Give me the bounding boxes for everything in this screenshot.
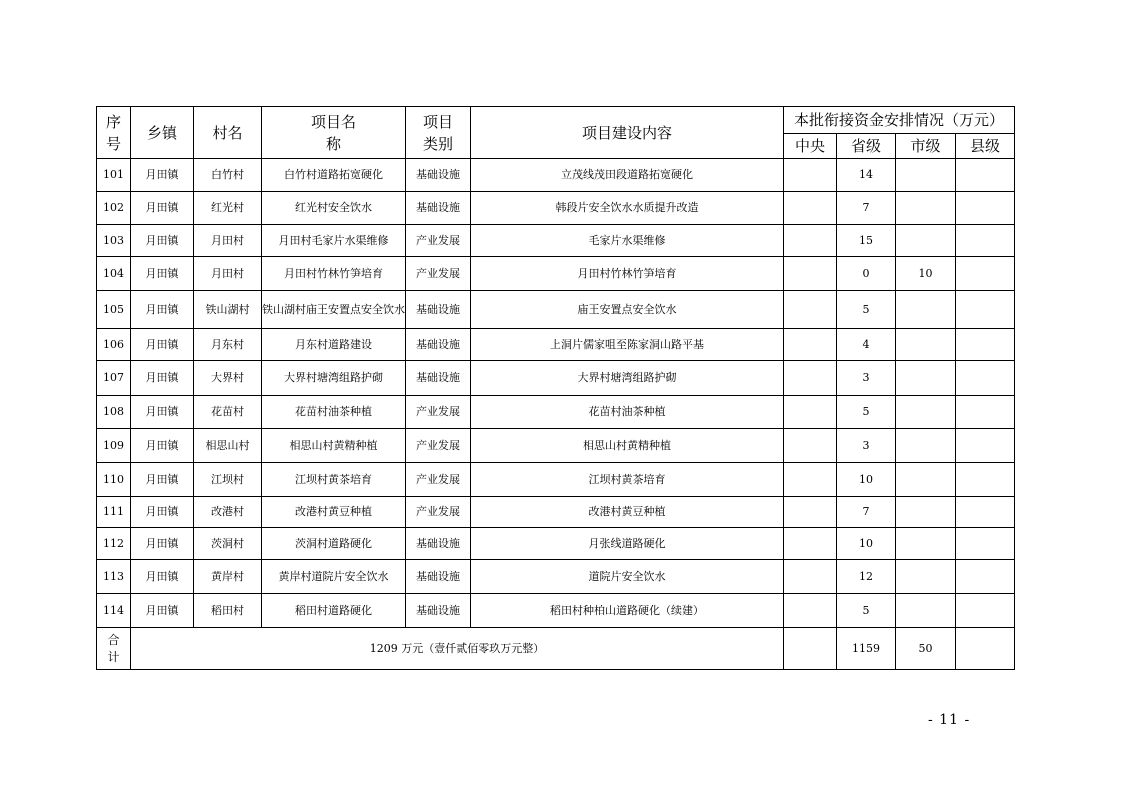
cell-central	[784, 192, 837, 225]
table-row	[97, 396, 1015, 429]
cell-project-name: 月田村毛家片水渠维修	[262, 225, 406, 257]
cell-county	[956, 361, 1015, 396]
cell-content: 相思山村黄精种植	[471, 429, 784, 463]
cell-city	[896, 429, 956, 463]
cell-content: 韩段片安全饮水水质提升改造	[471, 192, 784, 225]
cell-village: 大界村	[194, 361, 262, 396]
table-row	[97, 560, 1015, 594]
cell-city: 10	[896, 257, 956, 291]
cell-city	[896, 225, 956, 257]
cell-content: 大界村塘湾组路护砌	[471, 361, 784, 396]
cell-project-type: 基础设施	[406, 560, 471, 594]
cell-city	[896, 463, 956, 497]
cell-central	[784, 594, 837, 628]
cell-province: 5	[837, 396, 896, 429]
cell-county	[956, 291, 1015, 329]
cell-central	[784, 329, 837, 361]
table-row	[97, 329, 1015, 361]
cell-central	[784, 159, 837, 192]
cell-county	[956, 396, 1015, 429]
cell-project-name: 月田村竹林竹笋培育	[262, 257, 406, 291]
cell-town: 月田镇	[131, 192, 194, 225]
cell-county	[956, 329, 1015, 361]
cell-content: 庙王安置点安全饮水	[471, 291, 784, 329]
cell-project-type: 产业发展	[406, 497, 471, 528]
cell-project-type: 产业发展	[406, 429, 471, 463]
cell-seq: 110	[97, 463, 131, 497]
table-row	[97, 497, 1015, 528]
cell-county	[956, 528, 1015, 560]
cell-village: 茨洞村	[194, 528, 262, 560]
funding-table	[96, 106, 1015, 670]
cell-project-name: 稻田村道路硬化	[262, 594, 406, 628]
cell-county	[956, 159, 1015, 192]
cell-project-name: 相思山村黄精种植	[262, 429, 406, 463]
cell-project-type: 产业发展	[406, 257, 471, 291]
header-project-name: 项目名称	[262, 107, 406, 159]
cell-central	[784, 560, 837, 594]
total-summary: 1209 万元（壹仟贰佰零玖万元整）	[131, 628, 784, 670]
cell-central	[784, 257, 837, 291]
cell-project-name: 铁山湖村庙王安置点安全饮水	[262, 291, 406, 329]
cell-seq: 113	[97, 560, 131, 594]
cell-project-name: 大界村塘湾组路护砌	[262, 361, 406, 396]
cell-seq: 104	[97, 257, 131, 291]
cell-content: 稻田村种柏山道路硬化（续建）	[471, 594, 784, 628]
total-central	[784, 628, 837, 670]
table-row	[97, 291, 1015, 329]
header-town: 乡镇	[131, 107, 194, 159]
cell-province: 7	[837, 192, 896, 225]
cell-province: 15	[837, 225, 896, 257]
cell-city	[896, 361, 956, 396]
cell-seq: 111	[97, 497, 131, 528]
cell-central	[784, 361, 837, 396]
cell-city	[896, 497, 956, 528]
cell-village: 黄岸村	[194, 560, 262, 594]
cell-town: 月田镇	[131, 225, 194, 257]
header-county: 县级	[956, 134, 1015, 159]
cell-town: 月田镇	[131, 396, 194, 429]
cell-province: 12	[837, 560, 896, 594]
cell-village: 月田村	[194, 257, 262, 291]
cell-town: 月田镇	[131, 463, 194, 497]
cell-province: 3	[837, 361, 896, 396]
cell-project-type: 基础设施	[406, 594, 471, 628]
header-funding-group: 本批衔接资金安排情况（万元）	[784, 107, 1015, 134]
cell-village: 白竹村	[194, 159, 262, 192]
cell-project-type: 基础设施	[406, 329, 471, 361]
cell-town: 月田镇	[131, 560, 194, 594]
cell-county	[956, 257, 1015, 291]
cell-village: 改港村	[194, 497, 262, 528]
cell-central	[784, 528, 837, 560]
page-number: - 11 -	[928, 712, 971, 728]
cell-city	[896, 329, 956, 361]
cell-city	[896, 192, 956, 225]
cell-central	[784, 463, 837, 497]
cell-project-name: 花苗村油茶种植	[262, 396, 406, 429]
cell-county	[956, 225, 1015, 257]
cell-content: 改港村黄豆种植	[471, 497, 784, 528]
cell-project-name: 江坝村黄茶培育	[262, 463, 406, 497]
cell-central	[784, 497, 837, 528]
cell-county	[956, 463, 1015, 497]
header-village: 村名	[194, 107, 262, 159]
cell-project-name: 月东村道路建设	[262, 329, 406, 361]
cell-town: 月田镇	[131, 291, 194, 329]
cell-project-type: 产业发展	[406, 396, 471, 429]
cell-town: 月田镇	[131, 329, 194, 361]
cell-village: 花苗村	[194, 396, 262, 429]
cell-seq: 112	[97, 528, 131, 560]
cell-seq: 105	[97, 291, 131, 329]
cell-city	[896, 560, 956, 594]
cell-county	[956, 429, 1015, 463]
cell-content: 上洞片儒家咀至陈家洞山路平基	[471, 329, 784, 361]
cell-project-type: 产业发展	[406, 463, 471, 497]
cell-project-type: 基础设施	[406, 528, 471, 560]
cell-central	[784, 396, 837, 429]
cell-project-type: 基础设施	[406, 192, 471, 225]
cell-seq: 102	[97, 192, 131, 225]
table-row	[97, 159, 1015, 192]
cell-project-name: 改港村黄豆种植	[262, 497, 406, 528]
cell-village: 红光村	[194, 192, 262, 225]
header-city: 市级	[896, 134, 956, 159]
header-central: 中央	[784, 134, 837, 159]
cell-content: 月田村竹林竹笋培育	[471, 257, 784, 291]
cell-seq: 107	[97, 361, 131, 396]
cell-county	[956, 192, 1015, 225]
table-row	[97, 463, 1015, 497]
cell-project-name: 红光村安全饮水	[262, 192, 406, 225]
cell-village: 月东村	[194, 329, 262, 361]
cell-town: 月田镇	[131, 528, 194, 560]
cell-town: 月田镇	[131, 159, 194, 192]
cell-city	[896, 396, 956, 429]
header-province: 省级	[837, 134, 896, 159]
table-row	[97, 528, 1015, 560]
cell-project-type: 基础设施	[406, 361, 471, 396]
cell-province: 5	[837, 291, 896, 329]
table-row	[97, 225, 1015, 257]
cell-county	[956, 560, 1015, 594]
cell-city	[896, 159, 956, 192]
table-row	[97, 594, 1015, 628]
cell-seq: 109	[97, 429, 131, 463]
cell-content: 花苗村油茶种植	[471, 396, 784, 429]
cell-town: 月田镇	[131, 361, 194, 396]
cell-village: 相思山村	[194, 429, 262, 463]
cell-content: 月张线道路硬化	[471, 528, 784, 560]
cell-city	[896, 528, 956, 560]
cell-town: 月田镇	[131, 257, 194, 291]
cell-seq: 103	[97, 225, 131, 257]
cell-county	[956, 594, 1015, 628]
header-content: 项目建设内容	[471, 107, 784, 159]
cell-project-type: 基础设施	[406, 291, 471, 329]
cell-seq: 108	[97, 396, 131, 429]
total-province: 1159	[837, 628, 896, 670]
cell-province: 14	[837, 159, 896, 192]
table-row	[97, 429, 1015, 463]
cell-county	[956, 497, 1015, 528]
cell-project-name: 黄岸村道院片安全饮水	[262, 560, 406, 594]
cell-village: 铁山湖村	[194, 291, 262, 329]
cell-central	[784, 429, 837, 463]
cell-central	[784, 225, 837, 257]
cell-project-name: 白竹村道路拓宽硬化	[262, 159, 406, 192]
cell-village: 稻田村	[194, 594, 262, 628]
cell-project-type: 产业发展	[406, 225, 471, 257]
table-row	[97, 361, 1015, 396]
cell-city	[896, 291, 956, 329]
cell-province: 5	[837, 594, 896, 628]
cell-seq: 101	[97, 159, 131, 192]
cell-content: 道院片安全饮水	[471, 560, 784, 594]
cell-project-name: 茨洞村道路硬化	[262, 528, 406, 560]
header-row	[97, 107, 1015, 134]
total-label: 合计	[97, 628, 131, 670]
cell-province: 4	[837, 329, 896, 361]
cell-seq: 106	[97, 329, 131, 361]
total-row	[97, 628, 1015, 670]
cell-project-type: 基础设施	[406, 159, 471, 192]
header-seq: 序号	[97, 107, 131, 159]
cell-province: 3	[837, 429, 896, 463]
cell-town: 月田镇	[131, 594, 194, 628]
table-row	[97, 257, 1015, 291]
cell-town: 月田镇	[131, 497, 194, 528]
cell-content: 江坝村黄茶培育	[471, 463, 784, 497]
total-city: 50	[896, 628, 956, 670]
cell-village: 江坝村	[194, 463, 262, 497]
cell-content: 毛家片水渠维修	[471, 225, 784, 257]
cell-village: 月田村	[194, 225, 262, 257]
cell-seq: 114	[97, 594, 131, 628]
cell-city	[896, 594, 956, 628]
cell-content: 立茂线茂田段道路拓宽硬化	[471, 159, 784, 192]
cell-province: 0	[837, 257, 896, 291]
cell-province: 10	[837, 463, 896, 497]
header-project-type: 项目类别	[406, 107, 471, 159]
cell-province: 7	[837, 497, 896, 528]
table-row	[97, 192, 1015, 225]
cell-province: 10	[837, 528, 896, 560]
cell-central	[784, 291, 837, 329]
total-county	[956, 628, 1015, 670]
cell-town: 月田镇	[131, 429, 194, 463]
